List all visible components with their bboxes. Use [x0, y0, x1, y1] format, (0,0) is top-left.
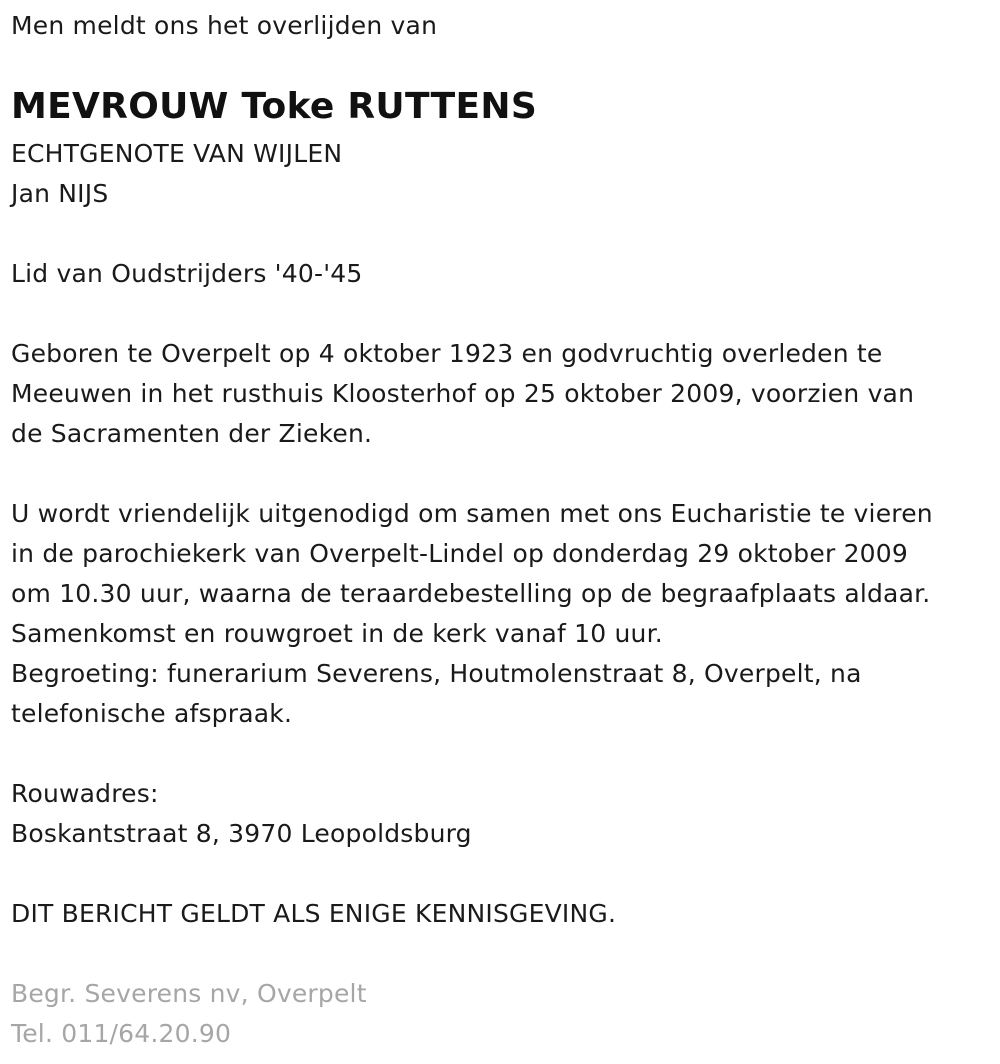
birth-death-paragraph: [11, 334, 914, 454]
intro-text: Men meldt ons het overlijden van: [11, 11, 438, 40]
footer-company: Begr. Severens nv, Overpelt: [11, 979, 367, 1008]
spouse-block: [11, 134, 342, 214]
footer-phone: Tel. 011/64.20.90: [11, 1019, 232, 1048]
spouse-line-2: Jan NIJS: [11, 179, 109, 208]
footer-block: [11, 974, 367, 1054]
membership-text: Lid van Oudstrijders '40-'45: [11, 259, 363, 288]
paragraph-line: Meeuwen in het rusthuis Kloosterhof op 25 oktober 2009, voorzien van: [11, 379, 915, 408]
deceased-name: MEVROUW Toke RUTTENS: [11, 86, 538, 127]
deceased-block: [11, 82, 537, 132]
notice-block: [11, 894, 616, 934]
intro-block: [11, 6, 437, 46]
paragraph-line: telefonische afspraak.: [11, 699, 293, 728]
paragraph-line: in de parochiekerk van Overpelt-Lindel op donderdag 29 oktober 2009: [11, 539, 908, 568]
paragraph-line: Geboren te Overpelt op 4 oktober 1923 en godvruchtig overleden te: [11, 339, 883, 368]
paragraph-line: Samenkomst en rouwgroet in de kerk vanaf 10 uur.: [11, 619, 663, 648]
spouse-line-1: ECHTGENOTE VAN WIJLEN: [11, 139, 343, 168]
notice-text: DIT BERICHT GELDT ALS ENIGE KENNISGEVING.: [11, 899, 617, 928]
address-block: [11, 774, 472, 854]
ceremony-paragraph: [11, 494, 933, 734]
paragraph-line: U wordt vriendelijk uitgenodigd om samen met ons Eucharistie te vieren: [11, 499, 933, 528]
paragraph-line: om 10.30 uur, waarna de teraardebestelling op de begraafplaats aldaar.: [11, 579, 931, 608]
paragraph-line: de Sacramenten der Zieken.: [11, 419, 373, 448]
membership-block: [11, 254, 362, 294]
address-value: Boskantstraat 8, 3970 Leopoldsburg: [11, 819, 472, 848]
address-label: Rouwadres:: [11, 779, 159, 808]
paragraph-line: Begroeting: funerarium Severens, Houtmolenstraat 8, Overpelt, na: [11, 659, 862, 688]
